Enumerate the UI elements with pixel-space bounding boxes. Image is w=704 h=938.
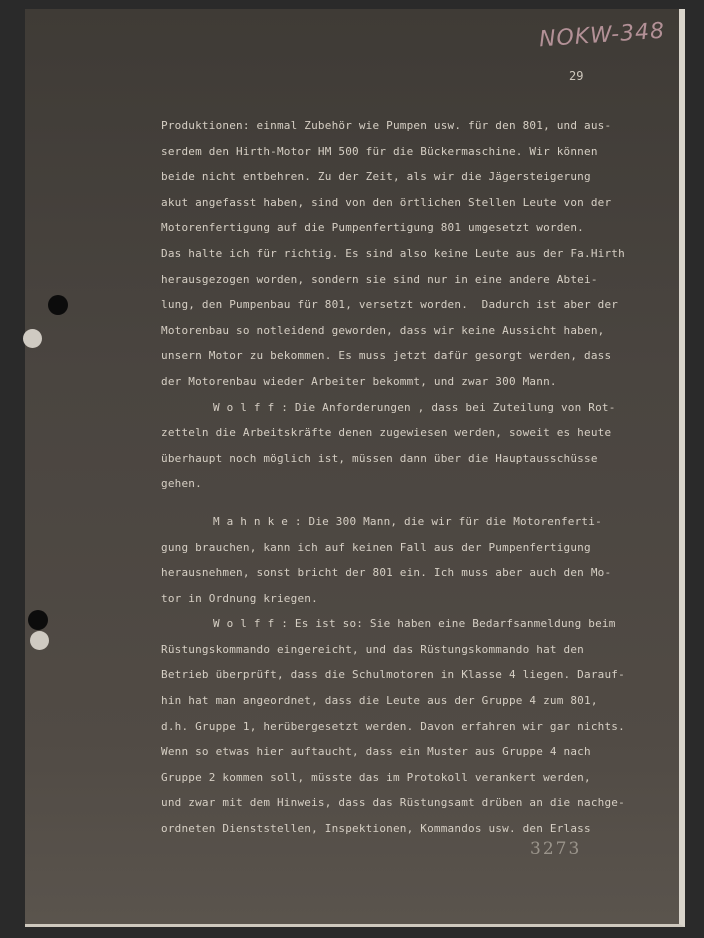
body-text [161, 113, 681, 842]
text-line: akut angefasst haben, sind von den örtlichen Stellen Leute von der [161, 195, 612, 209]
text-line: hin hat man angeordnet, dass die Leute aus der Gruppe 4 zum 801, [161, 694, 598, 708]
text-line: d.h. Gruppe 1, herübergesetzt werden. Davon erfahren wir gar nichts. [161, 719, 625, 733]
text-line: zetteln die Arbeitskräfte denen zugewiesen werden, soweit es heute [161, 426, 612, 440]
text-line: Motorenbau so notleidend geworden, dass wir keine Aussicht haben, [161, 323, 605, 337]
text-line: herausnehmen, sonst bricht der 801 ein. Ich muss aber auch den Mo- [161, 566, 612, 580]
text-line: beide nicht entbehren. Zu der Zeit, als wir die Jägersteigerung [161, 170, 591, 184]
text-line: Rüstungskommando eingereicht, und das Rüstungskommando hat den [161, 642, 584, 656]
punch-hole-icon [48, 295, 68, 315]
text-line: lung, den Pumpenbau für 801, versetzt worden. Dadurch ist aber der [161, 298, 619, 312]
text-line: der Motorenbau wieder Arbeiter bekommt, und zwar 300 Mann. [161, 374, 557, 388]
text-line: und zwar mit dem Hinweis, dass das Rüstungsamt drüben an die nachge- [161, 796, 625, 810]
text-line: Das halte ich für richtig. Es sind also keine Leute aus der Fa.Hirth [161, 246, 625, 260]
speaker-line: M a h n k e : Die 300 Mann, die wir für die Motorenferti- [213, 514, 602, 528]
speaker-line: W o l f f : Die Anforderungen , dass bei Zuteilung von Rot- [213, 400, 616, 414]
text-line: tor in Ordnung kriegen. [161, 591, 318, 605]
punch-hole-icon [30, 631, 49, 650]
document-id-stamp: 3273 [530, 839, 582, 859]
paragraph-gap [161, 497, 681, 509]
text-line: Wenn so etwas hier auftaucht, dass ein Muster aus Gruppe 4 nach [161, 745, 591, 759]
text-line: unsern Motor zu bekommen. Es muss jetzt dafür gesorgt werden, dass [161, 349, 612, 363]
text-line: herausgezogen worden, sondern sie sind nur in eine andere Abtei- [161, 272, 598, 286]
text-line: Gruppe 2 kommen soll, müsste das im Protokoll verankert werden, [161, 770, 591, 784]
document-page [25, 9, 685, 927]
punch-hole-icon [28, 610, 48, 630]
text-line: Motorenfertigung auf die Pumpenfertigung 801 umgesetzt worden. [161, 221, 584, 235]
page-number: 29 [569, 69, 584, 83]
text-line: Produktionen: einmal Zubehör wie Pumpen usw. für den 801, und aus- [161, 119, 612, 132]
text-line: ordneten Dienststellen, Inspektionen, Kommandos usw. den Erlass [161, 822, 591, 836]
text-line: serdem den Hirth-Motor HM 500 für die Bückermaschine. Wir können [161, 144, 598, 158]
speaker-line: W o l f f : Es ist so: Sie haben eine Bedarfsanmeldung beim [213, 617, 616, 631]
text-line: überhaupt noch möglich ist, müssen dann über die Hauptausschüsse [161, 451, 598, 465]
text-line: Betrieb überprüft, dass die Schulmotoren in Klasse 4 liegen. Darauf- [161, 668, 625, 682]
text-line: gehen. [161, 477, 202, 491]
punch-hole-icon [23, 329, 42, 348]
text-line: gung brauchen, kann ich auf keinen Fall aus der Pumpenfertigung [161, 540, 591, 554]
archive-mark: NOKW-348 [538, 18, 666, 53]
